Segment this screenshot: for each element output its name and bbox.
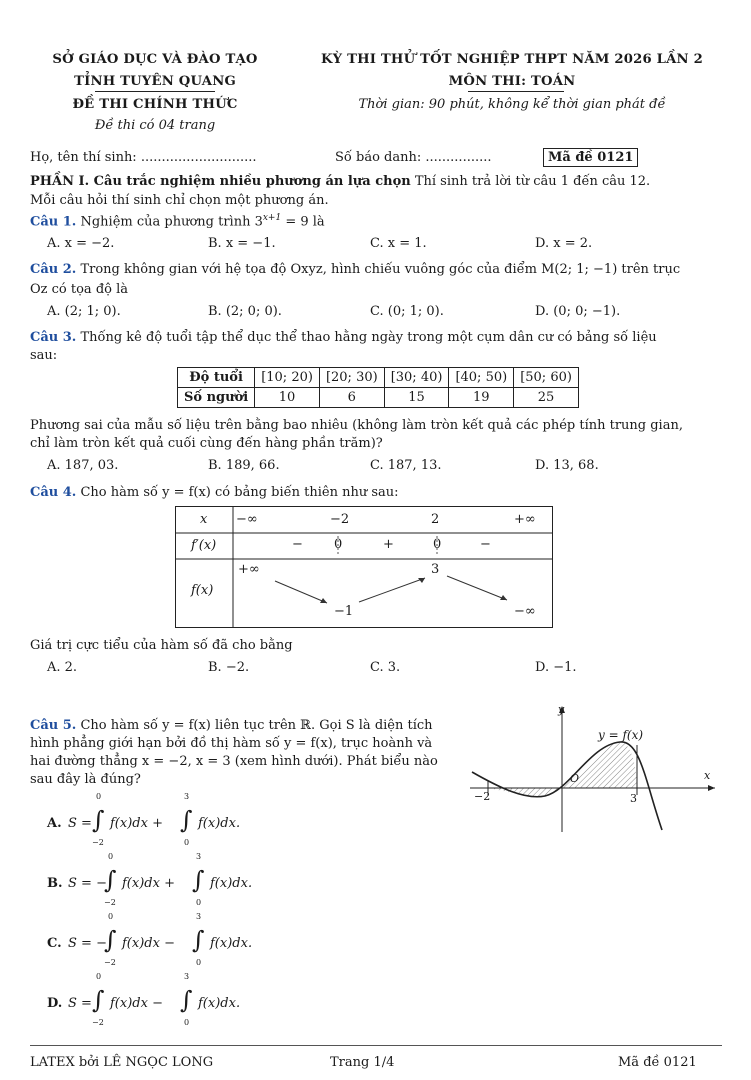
bbt-x-pos-inf: +∞ <box>514 512 536 527</box>
q5-option-c-letter: C. <box>47 936 62 951</box>
table-cell: 15 <box>384 388 449 408</box>
student-id-dots: ................ <box>425 150 492 165</box>
integral-icon: ∫ <box>180 806 193 834</box>
table-cell: 25 <box>514 388 579 408</box>
q2-option-b[interactable]: B. (2; 0; 0). <box>208 304 282 319</box>
q5-option-c-pre: S = − <box>68 936 107 951</box>
bbt-x-2: 2 <box>431 512 440 527</box>
table-cell: [50; 60) <box>514 368 579 388</box>
q3-stat-table <box>177 367 579 408</box>
student-id-label: Số báo danh: <box>335 150 422 165</box>
q5-option-d-upper1: 0 <box>96 972 102 981</box>
table-cell: [20; 30) <box>319 368 384 388</box>
q1-option-b[interactable]: B. x = −1. <box>208 236 276 251</box>
bbt-arrow-down <box>275 581 327 603</box>
q3-stem <box>30 330 730 345</box>
table-cell: [40; 50) <box>449 368 514 388</box>
q5-option-a-upper2: 3 <box>184 792 190 801</box>
part1-desc2: Mỗi câu hỏi thí sinh chỉ chọn một phương án. <box>30 193 329 208</box>
q5-option-c-mid: f(x)dx − <box>122 936 175 951</box>
bbt-fprime-label: f′(x) <box>191 538 217 553</box>
q3-text2: sau: <box>30 348 58 363</box>
integral-icon: ∫ <box>104 926 117 954</box>
graph-x-label: x <box>704 769 711 782</box>
bbt-fprime-sign2: + <box>383 537 394 552</box>
integral-icon: ∫ <box>92 806 105 834</box>
exam-time: Thời gian: 90 phút, không kể thời gian phát đề <box>358 97 666 112</box>
bbt-arrow-down <box>447 576 507 600</box>
q5-option-a-end: f(x)dx. <box>198 816 241 831</box>
bbt-f-label: f(x) <box>191 583 214 598</box>
province-name: TỈNH TUYÊN QUANG <box>74 74 236 89</box>
q5-option-c-lower1: −2 <box>104 958 116 967</box>
q4-option-b[interactable]: B. −2. <box>208 660 250 675</box>
q4-text: Cho hàm số y = f(x) có bảng biến thiên như sau: <box>80 485 399 500</box>
table-cell: Số người <box>178 388 255 408</box>
q5-option-a-mid: f(x)dx + <box>110 816 163 831</box>
q5-option-d-lower1: −2 <box>92 1018 104 1027</box>
q5-option-d-upper2: 3 <box>184 972 190 981</box>
table-cell: Độ tuổi <box>178 368 255 388</box>
bbt-fprime-zero1: 0 <box>334 537 343 552</box>
q5-option-c-lower2: 0 <box>196 958 202 967</box>
q5-line: hình phẳng giới hạn bởi đồ thị hàm số y = f(x), trục hoành và <box>30 736 433 751</box>
q1-text2: = 9 là <box>281 214 325 230</box>
table-row <box>178 388 579 408</box>
q5-option-b-lower2: 0 <box>196 898 202 907</box>
q5-option-c-upper1: 0 <box>108 912 114 921</box>
bbt-fprime-sign1: − <box>292 537 303 552</box>
integral-icon: ∫ <box>104 866 117 894</box>
q5-option-b-lower1: −2 <box>104 898 116 907</box>
bbt-fprime-zero2: 0 <box>433 537 442 552</box>
footer-author: LATEX bởi LÊ NGỌC LONG <box>30 1055 214 1070</box>
q5-option-c-end: f(x)dx. <box>210 936 253 951</box>
part1-title: PHẦN I. Câu trắc nghiệm nhiều phương án lựa chọn <box>30 174 411 189</box>
q5-option-d-lower2: 0 <box>184 1018 190 1027</box>
q5-option-d-letter: D. <box>47 996 63 1011</box>
q5-line <box>30 717 460 735</box>
q4-variation-table <box>175 506 553 628</box>
q2-option-d[interactable]: D. (0; 0; −1). <box>535 304 621 319</box>
student-name-row <box>30 150 257 165</box>
q4-option-a[interactable]: A. 2. <box>47 660 78 675</box>
q5-graph <box>470 700 720 835</box>
bbt-x-m2: −2 <box>330 512 350 527</box>
footer-divider <box>30 1045 722 1046</box>
q3-text3: Phương sai của mẫu số liệu trên bằng bao nhiêu (không làm tròn kết quả các phép tính trung gian, <box>30 418 683 433</box>
table-cell: [30; 40) <box>384 368 449 388</box>
bbt-arrow-up <box>359 578 425 602</box>
integral-icon: ∫ <box>192 866 205 894</box>
q5-option-a-lower1: −2 <box>92 838 104 847</box>
q4-stem <box>30 485 399 500</box>
graph-x-right: 3 <box>630 792 637 805</box>
q1-text: Nghiệm của phương trình 3 <box>80 214 263 230</box>
official-label: ĐỀ THI CHÍNH THỨC <box>72 97 238 112</box>
bbt-f-neg-inf: −∞ <box>514 604 536 619</box>
q5-option-a-lower2: 0 <box>184 838 190 847</box>
student-name-dots: ............................ <box>140 150 257 165</box>
bbt-f-pos-inf: +∞ <box>238 562 260 577</box>
q5-line: hai đường thẳng x = −2, x = 3 (xem hình dưới). Phát biểu nào <box>30 754 438 769</box>
q2-text2: Oz có tọa độ là <box>30 282 129 297</box>
q2-text: Trong không gian với hệ tọa độ Oxyz, hình chiếu vuông góc của điểm M(2; 1; −1) trên trục <box>80 262 681 277</box>
part1-desc1: Thí sinh trả lời từ câu 1 đến câu 12. <box>410 174 651 189</box>
q1-exponent: x+1 <box>262 213 282 223</box>
integral-icon: ∫ <box>180 986 193 1014</box>
q3-text4: chỉ làm tròn kết quả cuối cùng đến hàng phần trăm)? <box>30 436 383 451</box>
exam-title: KỲ THI THỬ TỐT NGHIỆP THPT NĂM 2026 LẦN 2 <box>321 52 703 67</box>
q3-option-d[interactable]: D. 13, 68. <box>535 458 599 473</box>
student-id-row <box>335 150 492 165</box>
page-count: Đề thi có 04 trang <box>94 118 216 133</box>
dept-name: SỞ GIÁO DỤC VÀ ĐÀO TẠO <box>52 52 258 67</box>
q4-text2: Giá trị cực tiểu của hàm số đã cho bằng <box>30 638 293 653</box>
bbt-fprime-sign3: − <box>480 537 491 552</box>
q3-option-b[interactable]: B. 189, 66. <box>208 458 280 473</box>
exam-code-box: Mã đề 0121 <box>543 148 638 167</box>
q5-label: Câu 5. <box>30 718 77 733</box>
q5-option-d-end: f(x)dx. <box>198 996 241 1011</box>
q1-option-d[interactable]: D. x = 2. <box>535 236 593 251</box>
integral-icon: ∫ <box>192 926 205 954</box>
q5-option-b-pre: S = − <box>68 876 107 891</box>
q5-option-a-letter: A. <box>47 816 62 831</box>
q5-stem <box>30 717 460 789</box>
q5-line-text: Cho hàm số y = f(x) liên tục trên ℝ. Gọi S là diện tích <box>80 718 433 733</box>
q5-option-d-pre: S = <box>68 996 92 1011</box>
q5-option-b-upper2: 3 <box>196 852 202 861</box>
table-cell: 6 <box>319 388 384 408</box>
footer-code: Mã đề 0121 <box>618 1055 697 1070</box>
q5-option-c[interactable] <box>30 912 330 970</box>
graph-y-label: y <box>558 703 565 716</box>
bbt-x-neg-inf: −∞ <box>236 512 258 527</box>
q1-label: Câu 1. <box>30 214 77 230</box>
q3-option-c[interactable]: C. 187, 13. <box>370 458 442 473</box>
table-row <box>178 368 579 388</box>
q5-options <box>30 792 370 1030</box>
graph-origin: O <box>570 772 580 785</box>
table-cell: 19 <box>449 388 514 408</box>
q5-option-b-mid: f(x)dx + <box>122 876 175 891</box>
q5-option-a-pre: S = <box>68 816 92 831</box>
table-cell: [10; 20) <box>255 368 320 388</box>
subject: MÔN THI: TOÁN <box>448 74 576 89</box>
q1-stem <box>30 213 325 229</box>
q1-option-a[interactable]: A. x = −2. <box>47 236 115 251</box>
q5-option-a-upper1: 0 <box>96 792 102 801</box>
bbt-x-label: x <box>200 512 208 527</box>
q5-option-d[interactable] <box>30 972 330 1030</box>
q5-option-d-mid: f(x)dx − <box>110 996 163 1011</box>
footer-page: Trang 1/4 <box>330 1055 395 1070</box>
q5-option-a[interactable] <box>30 792 330 850</box>
q5-option-b-end: f(x)dx. <box>210 876 253 891</box>
q5-option-b[interactable] <box>30 852 330 910</box>
q5-option-b-letter: B. <box>47 876 63 891</box>
bbt-f-min: −1 <box>334 604 354 619</box>
q2-label: Câu 2. <box>30 262 77 277</box>
q2-option-a[interactable]: A. (2; 1; 0). <box>47 304 121 319</box>
q4-option-c[interactable]: C. 3. <box>370 660 401 675</box>
student-name-label: Họ, tên thí sinh: <box>30 150 137 165</box>
graph-x-left: −2 <box>474 790 491 803</box>
q5-option-b-upper1: 0 <box>108 852 114 861</box>
q3-option-a[interactable]: A. 187, 03. <box>47 458 119 473</box>
table-cell: 10 <box>255 388 320 408</box>
integral-icon: ∫ <box>92 986 105 1014</box>
part1-heading <box>30 174 730 189</box>
graph-curve-label: y = f(x) <box>598 728 644 742</box>
bbt-f-max: 3 <box>431 562 440 577</box>
q4-label: Câu 4. <box>30 485 77 500</box>
q2-stem <box>30 262 730 277</box>
q3-label: Câu 3. <box>30 330 77 345</box>
header-underline-right <box>468 91 564 92</box>
header-underline-left <box>95 91 215 92</box>
q5-line: sau đây là đúng? <box>30 772 141 787</box>
q2-option-c[interactable]: C. (0; 1; 0). <box>370 304 444 319</box>
q1-option-c[interactable]: C. x = 1. <box>370 236 427 251</box>
q3-text: Thống kê độ tuổi tập thể dục thể thao hằng ngày trong một cụm dân cư có bảng số liệu <box>80 330 657 345</box>
q4-option-d[interactable]: D. −1. <box>535 660 577 675</box>
q5-option-c-upper2: 3 <box>196 912 202 921</box>
